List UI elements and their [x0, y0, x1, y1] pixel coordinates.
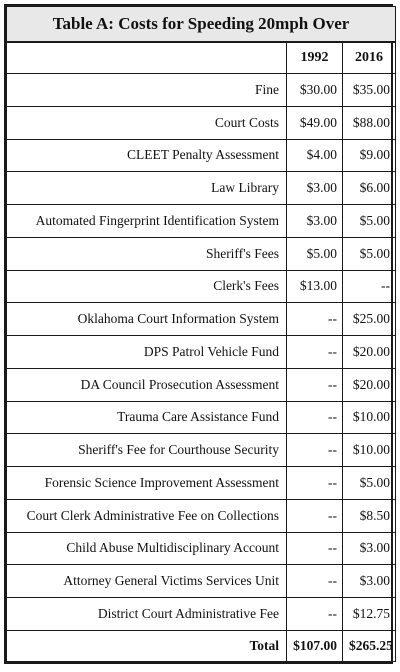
- row-value-1992: --: [287, 532, 343, 565]
- table-row: [7, 205, 396, 238]
- header-label-cell: [7, 42, 287, 74]
- row-value-2016: $5.00: [343, 467, 396, 500]
- table-row: [7, 434, 396, 467]
- row-label: Sheriff's Fees: [7, 237, 287, 270]
- total-label: Total: [7, 631, 287, 662]
- row-value-1992: --: [287, 401, 343, 434]
- row-label: Automated Fingerprint Identification System: [7, 205, 287, 238]
- row-label: Fine: [7, 74, 287, 107]
- row-value-2016: $12.75: [343, 598, 396, 631]
- row-value-1992: $3.00: [287, 172, 343, 205]
- row-label: DPS Patrol Vehicle Fund: [7, 336, 287, 369]
- row-value-2016: $3.00: [343, 532, 396, 565]
- row-value-1992: --: [287, 434, 343, 467]
- table-row: [7, 270, 396, 303]
- table-row: [7, 106, 396, 139]
- table-row: [7, 368, 396, 401]
- row-value-2016: $5.00: [343, 205, 396, 238]
- table-title: Table A: Costs for Speeding 20mph Over: [7, 7, 396, 43]
- row-label: Attorney General Victims Services Unit: [7, 565, 287, 598]
- table-row: [7, 499, 396, 532]
- row-label: Forensic Science Improvement Assessment: [7, 467, 287, 500]
- row-value-2016: $35.00: [343, 74, 396, 107]
- header-2016: 2016: [343, 42, 396, 74]
- row-value-2016: $10.00: [343, 434, 396, 467]
- table-row: [7, 172, 396, 205]
- row-label: Court Clerk Administrative Fee on Collections: [7, 499, 287, 532]
- table-row: [7, 565, 396, 598]
- row-value-1992: --: [287, 499, 343, 532]
- row-value-2016: $25.00: [343, 303, 396, 336]
- costs-table-container: [4, 4, 393, 664]
- row-label: Clerk's Fees: [7, 270, 287, 303]
- header-1992: 1992: [287, 42, 343, 74]
- row-value-1992: $13.00: [287, 270, 343, 303]
- table-row: [7, 401, 396, 434]
- row-value-2016: $3.00: [343, 565, 396, 598]
- row-value-2016: $20.00: [343, 368, 396, 401]
- row-value-1992: $4.00: [287, 139, 343, 172]
- table-row: [7, 467, 396, 500]
- row-value-1992: $5.00: [287, 237, 343, 270]
- row-value-2016: $8.50: [343, 499, 396, 532]
- row-value-2016: $20.00: [343, 336, 396, 369]
- row-value-1992: $49.00: [287, 106, 343, 139]
- row-value-2016: $10.00: [343, 401, 396, 434]
- row-value-1992: --: [287, 598, 343, 631]
- row-value-1992: --: [287, 467, 343, 500]
- table-row: [7, 336, 396, 369]
- table-row: [7, 532, 396, 565]
- row-label: DA Council Prosecution Assessment: [7, 368, 287, 401]
- row-label: Law Library: [7, 172, 287, 205]
- row-label: District Court Administrative Fee: [7, 598, 287, 631]
- table-row: [7, 598, 396, 631]
- table-header-row: [7, 42, 396, 74]
- table-row: [7, 139, 396, 172]
- row-value-1992: $30.00: [287, 74, 343, 107]
- row-value-1992: --: [287, 336, 343, 369]
- row-value-1992: --: [287, 565, 343, 598]
- row-value-1992: --: [287, 303, 343, 336]
- row-label: Sheriff's Fee for Courthouse Security: [7, 434, 287, 467]
- row-value-1992: $3.00: [287, 205, 343, 238]
- row-label: Child Abuse Multidisciplinary Account: [7, 532, 287, 565]
- row-value-2016: $6.00: [343, 172, 396, 205]
- total-row: [7, 631, 396, 662]
- row-value-2016: --: [343, 270, 396, 303]
- row-value-1992: --: [287, 368, 343, 401]
- costs-table: [6, 6, 396, 662]
- row-label: Trauma Care Assistance Fund: [7, 401, 287, 434]
- row-label: Court Costs: [7, 106, 287, 139]
- row-label: Oklahoma Court Information System: [7, 303, 287, 336]
- table-row: [7, 74, 396, 107]
- table-row: [7, 237, 396, 270]
- total-1992: $107.00: [287, 631, 343, 662]
- row-label: CLEET Penalty Assessment: [7, 139, 287, 172]
- row-value-2016: $9.00: [343, 139, 396, 172]
- table-title-row: [7, 7, 396, 43]
- row-value-2016: $5.00: [343, 237, 396, 270]
- table-row: [7, 303, 396, 336]
- table-body: [7, 74, 396, 631]
- total-2016: $265.25: [343, 631, 396, 662]
- row-value-2016: $88.00: [343, 106, 396, 139]
